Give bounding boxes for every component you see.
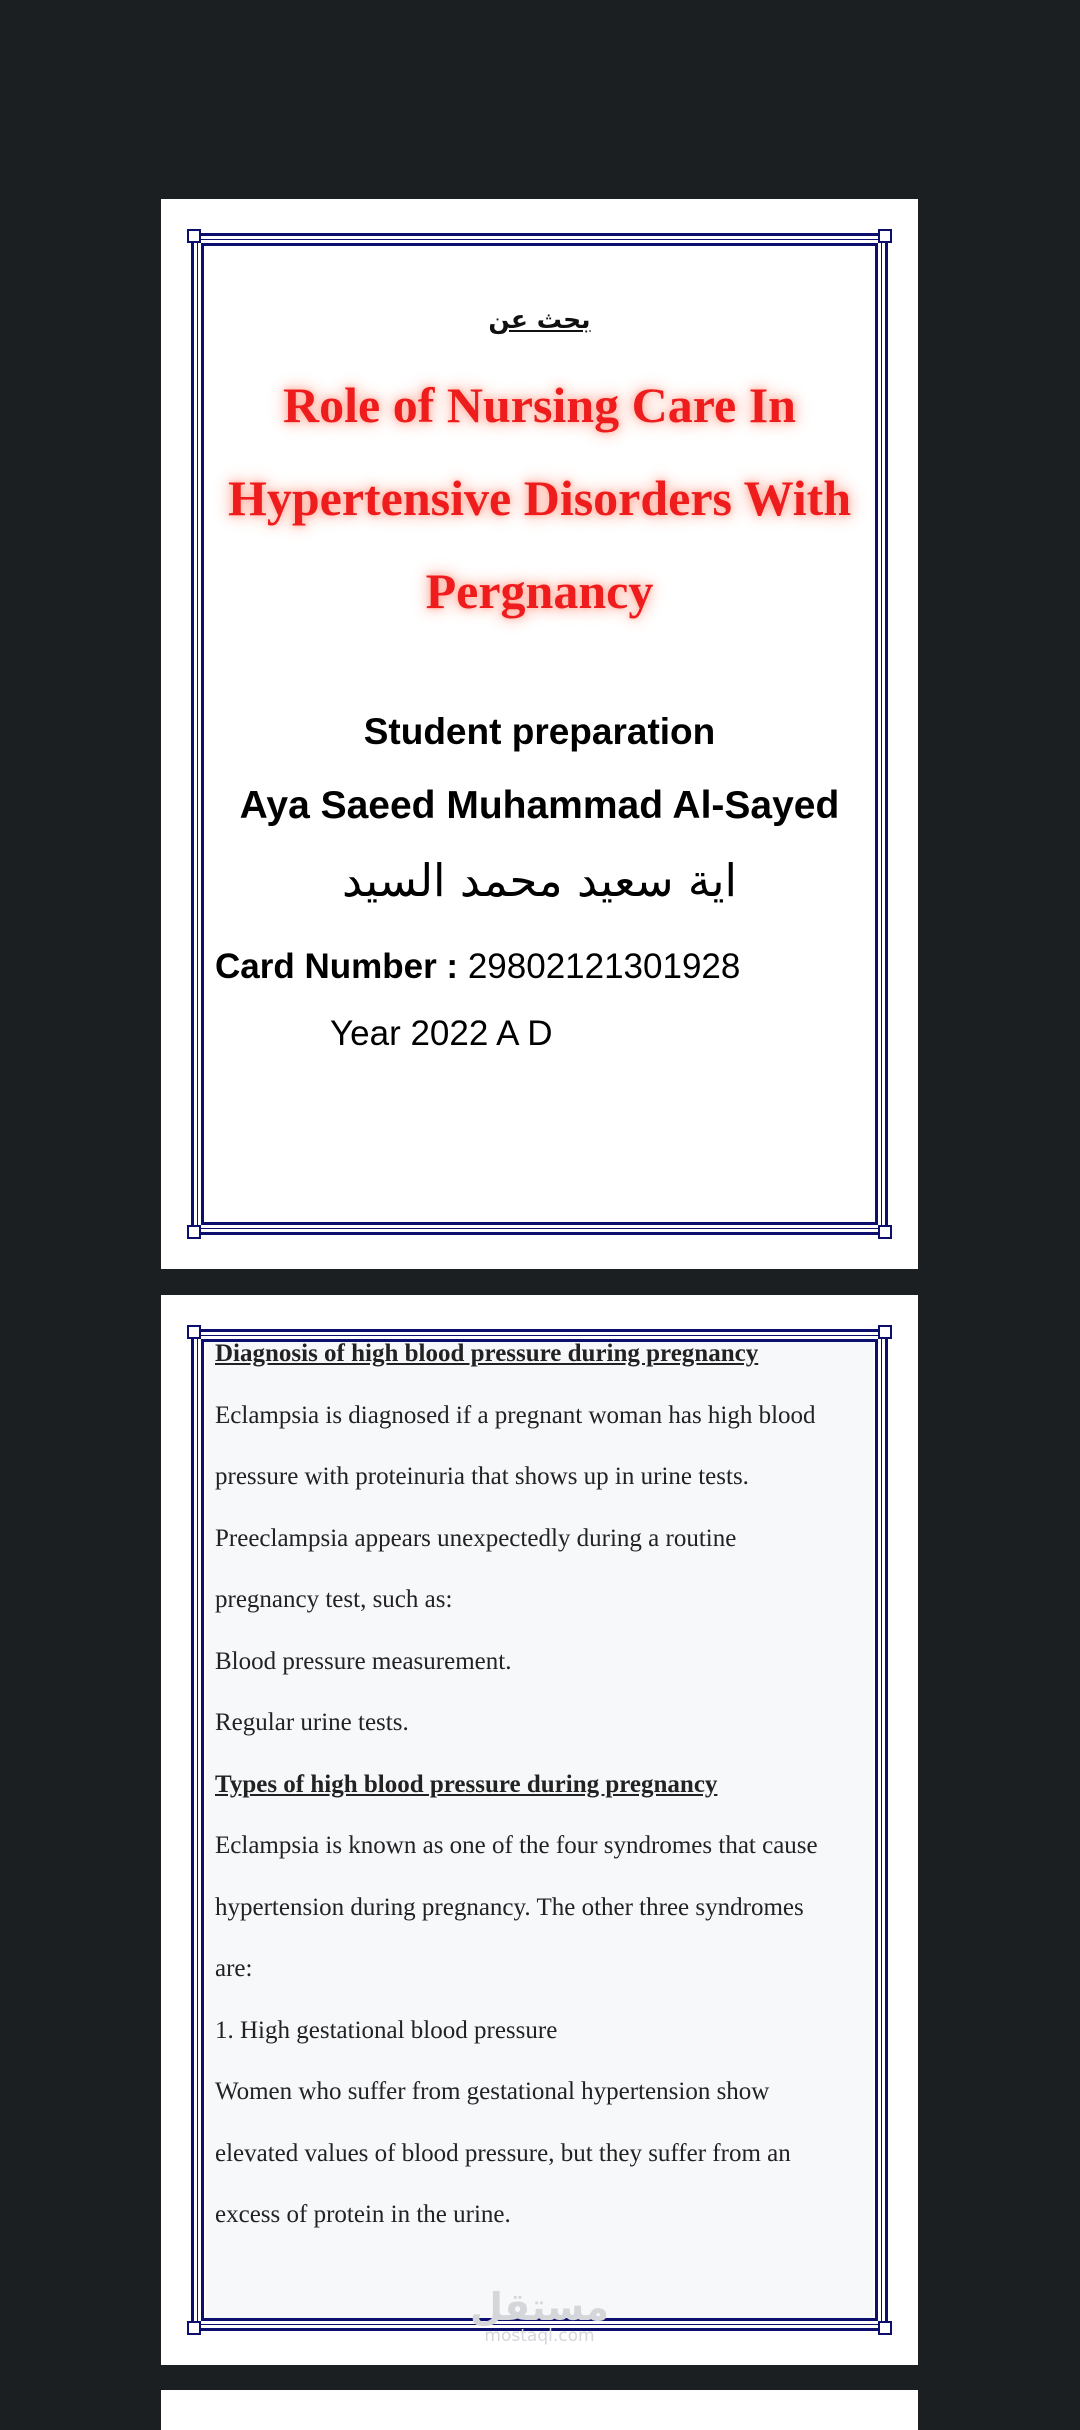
title-line: Role of Nursing Care In [283, 377, 796, 433]
text-line: Preeclampsia appears unexpectedly during a routine [215, 1524, 737, 1552]
border-corner [878, 229, 892, 243]
student-name-arabic: اية سعيد محمد السيد [341, 854, 738, 907]
body-text [215, 1323, 865, 2246]
student-preparation-label: Student preparation [363, 711, 716, 752]
watermark-logo: مستقل [470, 2285, 609, 2329]
card-number-value: 29802121301928 [467, 947, 741, 986]
arabic-heading: بحث عن [488, 305, 591, 334]
border-corner [187, 1325, 201, 1339]
next-page [161, 2390, 918, 2430]
text-line: are: [215, 1955, 253, 1982]
text-line: elevated values of blood pressure, but they suffer from an [215, 2139, 791, 2167]
border-corner [878, 1325, 892, 1339]
title-line: Pergnancy [425, 563, 654, 619]
cover-page [161, 199, 918, 1269]
content-page [161, 1295, 918, 2365]
section-heading: Types of high blood pressure during pregnancy [215, 1770, 718, 1798]
card-number-label: Card Number : [215, 947, 459, 986]
border-corner [878, 1225, 892, 1239]
watermark-url: mostaql.com [484, 2326, 595, 2346]
text-line: pregnancy test, such as: [215, 1586, 453, 1613]
text-line: Regular urine tests. [215, 1709, 409, 1736]
research-title [201, 359, 878, 638]
year-text: Year 2022 A D [330, 1014, 553, 1053]
text-line: excess of protein in the urine. [215, 2201, 511, 2228]
text-line: Women who suffer from gestational hypertension show [215, 2078, 770, 2105]
border-corner [187, 1225, 201, 1239]
section-heading: Diagnosis of high blood pressure during pregnancy [215, 1340, 759, 1367]
text-line: pressure with proteinuria that shows up in urine tests. [215, 1463, 749, 1490]
text-line: Eclampsia is known as one of the four syndromes that cause [215, 1832, 818, 1859]
card-number [215, 947, 740, 987]
watermark [161, 2287, 918, 2345]
text-line: Blood pressure measurement. [215, 1647, 512, 1675]
title-line: Hypertensive Disorders With [227, 470, 852, 526]
text-line: hypertension during pregnancy. The other three syndromes [215, 1893, 804, 1921]
border-corner [187, 229, 201, 243]
text-line: Eclampsia is diagnosed if a pregnant woman has high blood [215, 1401, 816, 1429]
student-name-english: Aya Saeed Muhammad Al-Sayed [239, 784, 840, 827]
text-line: 1. High gestational blood pressure [215, 2016, 558, 2044]
